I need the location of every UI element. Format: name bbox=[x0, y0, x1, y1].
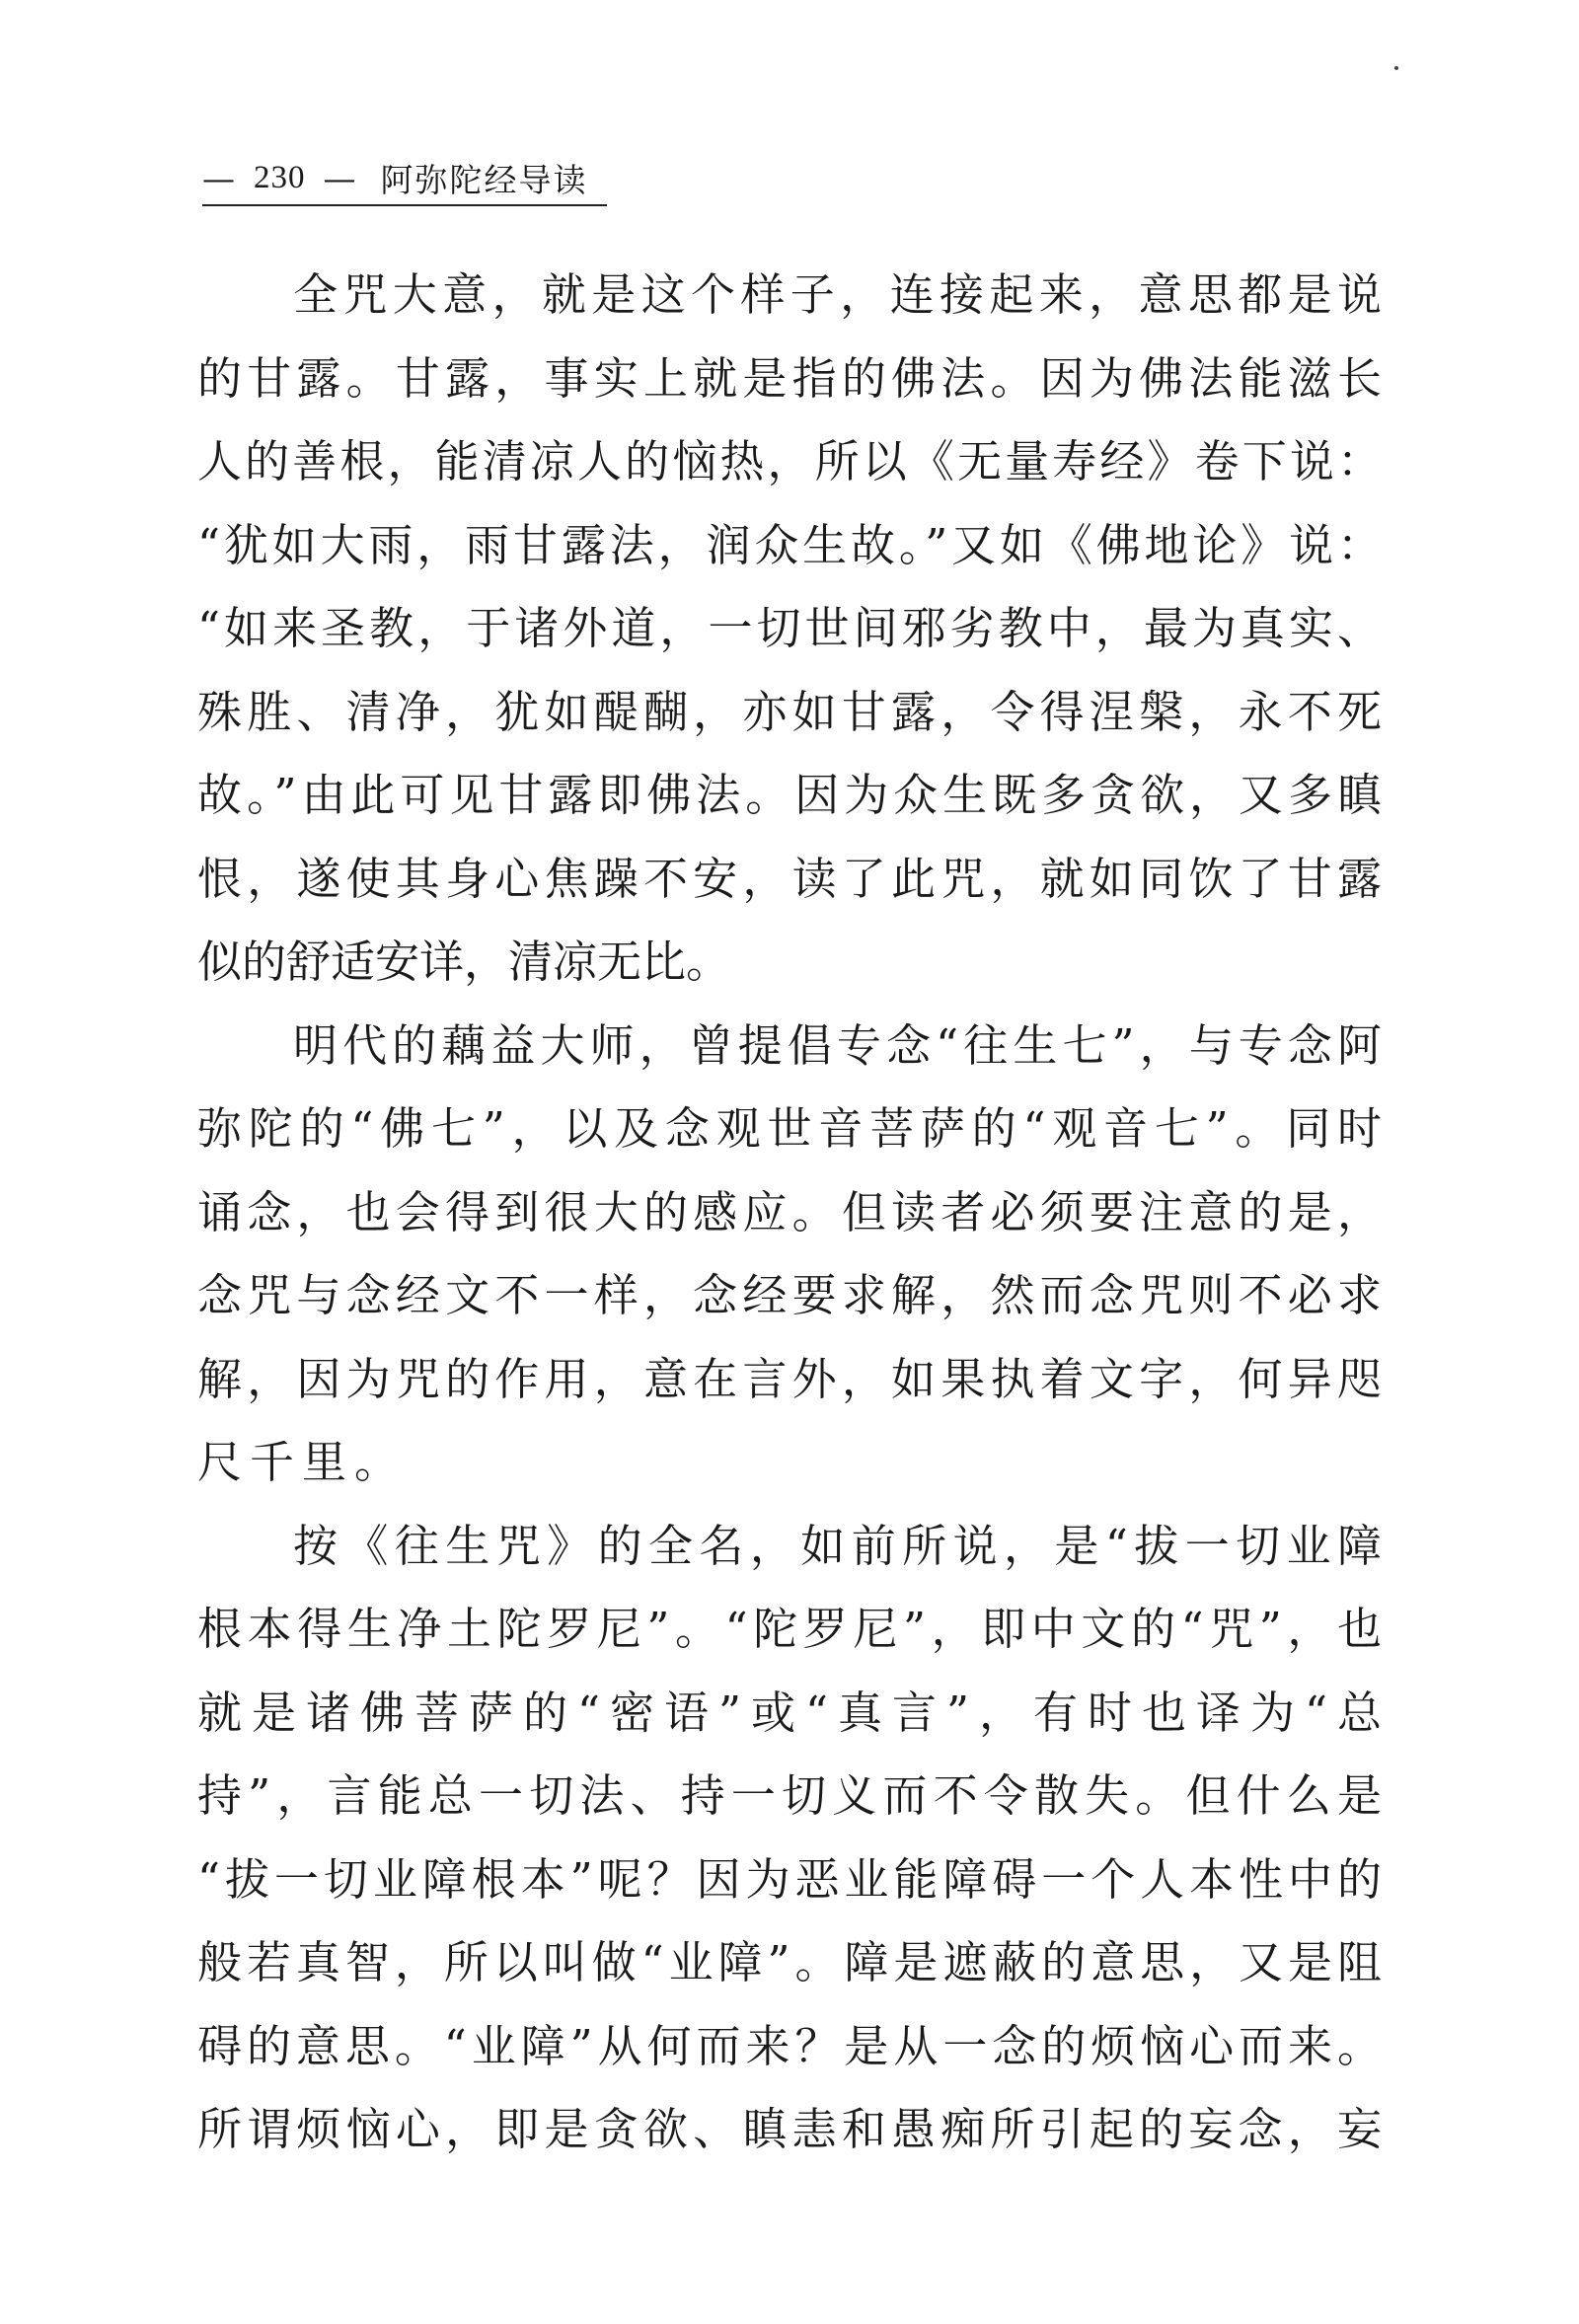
header-dash-right: — bbox=[323, 158, 357, 197]
text-line: 殊胜、清净，犹如醍醐，亦如甘露，令得涅槃，永不死 bbox=[197, 685, 1382, 738]
text-line: 碍的意思。“业障”从何而来？是从一念的烦恼心而来。 bbox=[197, 2019, 1382, 2072]
text-line: 恨，遂使其身心焦躁不安，读了此咒，就如同饮了甘露 bbox=[197, 852, 1382, 905]
text-line: 故。”由此可见甘露即佛法。因为众生既多贪欲，又多瞋 bbox=[197, 769, 1382, 821]
text-line: 解，因为咒的作用，意在言外，如果执着文字，何异咫 bbox=[197, 1352, 1382, 1405]
text-line: 似的舒适安详，清凉无比。 bbox=[197, 936, 731, 988]
text-line: “拔一切业障根本”呢？因为恶业能障碍一个人本性中的 bbox=[197, 1852, 1382, 1906]
header-rule bbox=[202, 204, 607, 206]
text-line: 人的善根，能清凉人的恼热，所以《无量寿经》卷下说： bbox=[197, 435, 1382, 487]
header-dash-left: — bbox=[202, 158, 236, 197]
text-line: 就是诸佛菩萨的“密语”或“真言”，有时也译为“总 bbox=[197, 1686, 1382, 1739]
text-line: 尺千里。 bbox=[197, 1436, 408, 1488]
text-line: “犹如大雨，雨甘露法，润众生故。”又如《佛地论》说： bbox=[197, 518, 1382, 571]
scan-speck bbox=[1394, 66, 1398, 70]
running-header bbox=[202, 153, 588, 202]
text-line: 弥陀的“佛七”，以及念观世音菩萨的“观音七”。同时 bbox=[197, 1102, 1382, 1155]
text-line: 明代的藕益大师，曾提倡专念“往生七”，与专念阿 bbox=[293, 1018, 1382, 1072]
text-line: 持”，言能总一切法、持一切义而不令散失。但什么是 bbox=[197, 1769, 1382, 1822]
text-line: 的甘露。甘露，事实上就是指的佛法。因为佛法能滋长 bbox=[197, 351, 1382, 405]
body-text bbox=[197, 254, 1382, 2172]
text-line: 所谓烦恼心，即是贪欲、瞋恚和愚痴所引起的妄念，妄 bbox=[197, 2103, 1382, 2155]
text-line: 按《往生咒》的全名，如前所说，是“拔一切业障 bbox=[293, 1519, 1382, 1572]
text-line: 念咒与念经文不一样，念经要求解，然而念咒则不必求 bbox=[197, 1269, 1382, 1321]
text-line: 全咒大意，就是这个样子，连接起来，意思都是说 bbox=[293, 268, 1382, 321]
text-line: 诵念，也会得到很大的感应。但读者必须要注意的是， bbox=[197, 1185, 1382, 1238]
text-line: “如来圣教，于诸外道，一切世间邪劣教中，最为真实、 bbox=[197, 602, 1382, 654]
book-title: 阿弥陀经导读 bbox=[380, 160, 588, 199]
page-number: 230 bbox=[254, 159, 306, 195]
text-line: 般若真智，所以叫做“业障”。障是遮蔽的意思，又是阻 bbox=[197, 1936, 1382, 1988]
text-line: 根本得生净土陀罗尼”。“陀罗尼”，即中文的“咒”，也 bbox=[197, 1603, 1382, 1655]
